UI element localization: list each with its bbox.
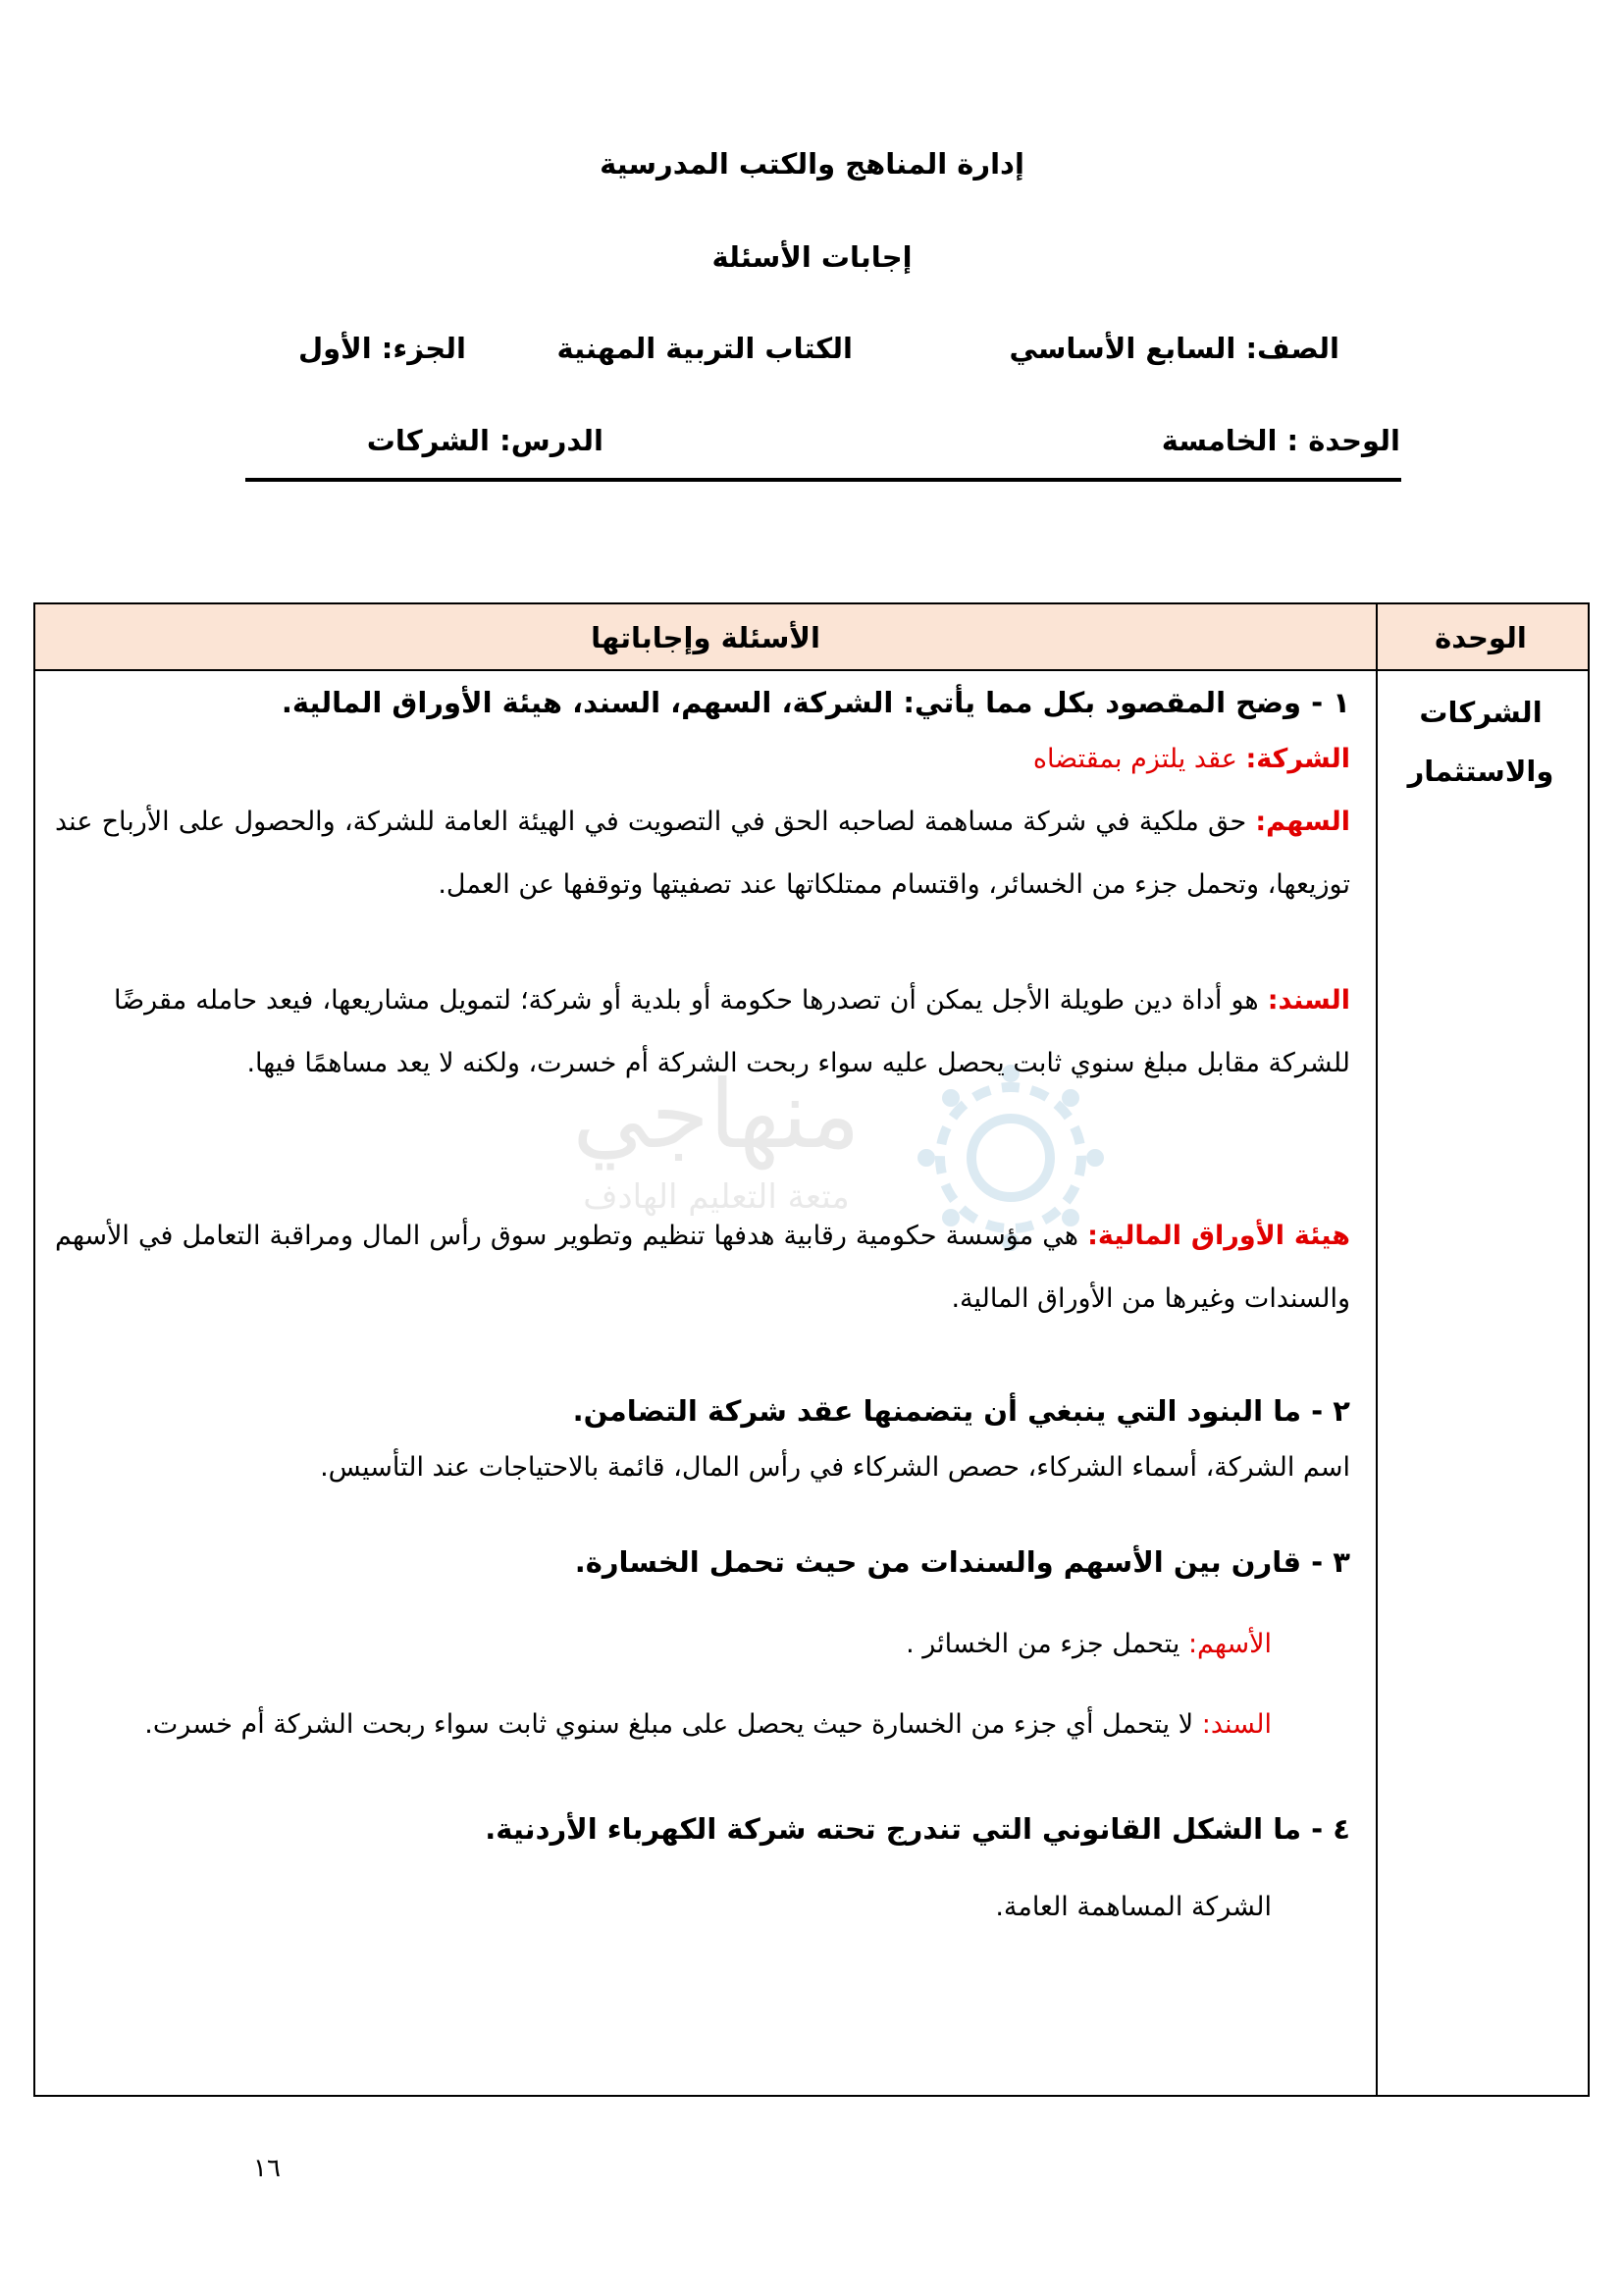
lesson-value: الشركات	[366, 424, 490, 457]
header-divider	[245, 478, 1401, 482]
question-4: ٤ - ما الشكل القانوني التي تندرج تحته شركة الكهرباء الأردنية.	[485, 1812, 1350, 1846]
securities-commission-definition: هي مؤسسة حكومية رقابية هدفها تنظيم وتطوير سوق رأس المال ومراقبة التعامل في الأسهم والسندات وغيرها من الأوراق المالية.	[55, 1221, 1350, 1314]
part-info	[298, 332, 466, 365]
col-unit-header: الوحدة	[1435, 621, 1527, 654]
unit-info	[1162, 424, 1400, 457]
answer-bond	[114, 969, 1350, 1095]
question-1: ١ - وضح المقصود بكل مما يأتي: الشركة، السهم، السند، هيئة الأوراق المالية.	[281, 686, 1350, 719]
answer-2: اسم الشركة، أسماء الشركاء، حصص الشركاء في رأس المال، قائمة بالاحتياجات عند التأسيس.	[320, 1452, 1350, 1483]
grade-label: الصف:	[1245, 332, 1339, 365]
lesson-label: الدرس:	[499, 424, 603, 457]
department-title: إدارة المناهج والكتب المدرسية	[600, 147, 1024, 181]
grade-info	[1010, 332, 1339, 365]
book-value: التربية المهنية	[556, 332, 756, 365]
answers-cell	[55, 673, 1350, 2086]
table-header-row	[35, 604, 1588, 671]
bond-term: السند:	[1267, 985, 1350, 1016]
grade-value: السابع الأساسي	[1009, 332, 1236, 365]
col-qa-header: الأسئلة وإجاباتها	[591, 621, 820, 654]
document-title: إجابات الأسئلة	[711, 240, 913, 274]
company-definition: عقد يلتزم بمقتضاه	[1032, 744, 1237, 774]
unit-label: الوحدة :	[1286, 424, 1400, 457]
book-info	[557, 332, 853, 365]
company-term: الشركة:	[1245, 744, 1350, 774]
securities-commission-term: هيئة الأوراق المالية:	[1087, 1221, 1350, 1251]
answer-4: الشركة المساهمة العامة.	[995, 1892, 1272, 1922]
bond-definition: هو أداة دين طويلة الأجل يمكن أن تصدرها حكومة أو بلدية أو شركة؛ لتمويل مشاريعها، فيعد حامله مقرضًا للشركة مقابل مبلغ سنوي ثابت يحصل عليه سواء ربحت الشركة أم خسرت، ولكنه لا يعد مساهمًا فيها.	[114, 985, 1350, 1078]
unit-name-cell: الشركات والاستثمار	[1407, 696, 1554, 788]
answer-company	[1033, 728, 1350, 791]
answer-3-shares	[906, 1613, 1272, 1676]
answer-3-bonds-term: السند:	[1201, 1709, 1272, 1740]
answer-share	[55, 791, 1350, 916]
part-value: الأول	[297, 332, 372, 365]
watermark-subtitle: متعة التعليم الهادف	[583, 1177, 850, 1217]
unit-value: الخامسة	[1161, 424, 1278, 457]
answer-3-shares-definition: يتحمل جزء من الخسائر .	[906, 1629, 1180, 1659]
share-term: السهم:	[1255, 807, 1350, 837]
question-3: ٣ - قارن بين الأسهم والسندات من حيث تحمل الخسارة.	[574, 1545, 1350, 1579]
book-label: الكتاب	[764, 332, 853, 365]
share-definition: حق ملكية في شركة مساهمة لصاحبه الحق في التصويت في الهيئة العامة للشركة، والحصول على الأرباح عند توزيعها، وتحمل جزء من الخسائر، واقتسام ممتلكاتها عند تصفيتها وتوقفها عن العمل.	[55, 807, 1350, 900]
part-label: الجزء:	[381, 332, 466, 365]
qa-table	[33, 602, 1590, 2097]
page-number: ١٦	[253, 2154, 281, 2183]
answer-3-bonds-definition: لا يتحمل أي جزء من الخسارة حيث يحصل على مبلغ سنوي ثابت سواء ربحت الشركة أم خسرت.	[144, 1709, 1194, 1740]
lesson-info	[367, 424, 603, 457]
watermark-word: منهاجي	[572, 1060, 861, 1170]
column-divider	[1376, 604, 1378, 2095]
answer-3-bonds	[55, 1694, 1272, 1756]
question-2: ٢ - ما البنود التي ينبغي أن يتضمنها عقد شركة التضامن.	[572, 1394, 1350, 1428]
answer-securities-commission	[55, 1205, 1350, 1331]
answer-3-shares-term: الأسهم:	[1187, 1629, 1272, 1659]
